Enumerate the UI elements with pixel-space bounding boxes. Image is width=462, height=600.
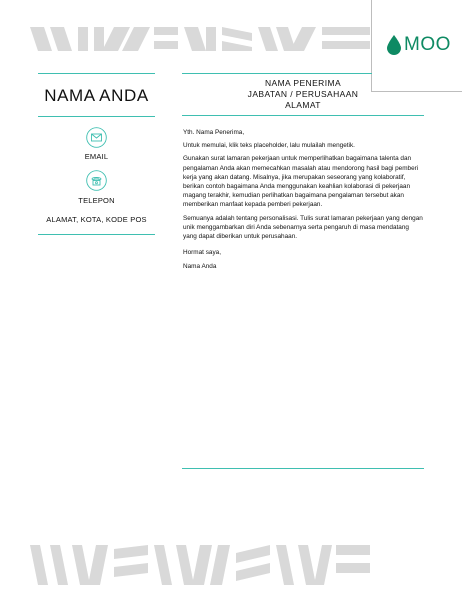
divider-right-bottom (182, 468, 424, 469)
phone-label[interactable]: TELEPON (78, 196, 115, 205)
letter-signature[interactable]: Nama Anda (183, 263, 217, 271)
recipient-name[interactable]: NAMA PENERIMA (264, 78, 342, 88)
drop-icon (387, 35, 401, 55)
divider-left-name (38, 116, 155, 117)
top-decorative-pattern (30, 27, 370, 51)
sender-address[interactable]: ALAMAT, KOTA, KODE POS (46, 215, 147, 224)
letter-paragraph-2[interactable]: Gunakan surat lamaran pekerjaan untuk memperlihatkan bagaimana talenta dan pengalaman Anda akan memecahkan masalah atau mendorong hasil bagi pemberi kerja yang akan datang. Misalnya, jika merupakan seseorang yang kolaboratif, berikan contoh bagaimana Anda menggunakan keahlian kolaborasi di pekerjaan magang terakhir, kemudian perlihatkan bagaimana pengalaman tersebut akan memberikan manfaat kepada pemberi pekerjaan. (183, 155, 419, 209)
divider-right-recipient (182, 115, 424, 116)
sender-name[interactable]: NAMA ANDA (44, 86, 149, 105)
divider-right-top (182, 73, 372, 74)
letter-paragraph-1[interactable]: Untuk memulai, klik teks placeholder, lalu mulailah mengetik. (183, 142, 355, 150)
letter-greeting[interactable]: Yth. Nama Penerima, (183, 129, 245, 136)
telephone-icon (86, 170, 107, 191)
divider-left-bottom (38, 234, 155, 235)
divider-left-top (38, 73, 155, 74)
letter-closing[interactable]: Hormat saya, (183, 249, 222, 257)
email-label[interactable]: EMAIL (84, 152, 109, 161)
recipient-title-company[interactable]: JABATAN / PERUSAHAAN (247, 89, 359, 99)
letter-body (183, 128, 423, 272)
recipient-address[interactable]: ALAMAT (285, 100, 321, 110)
letter-paragraph-3[interactable]: Semuanya adalah tentang personalisasi. Tulis surat lamaran pekerjaan yang dengan unik menggambarkan diri Anda sebenarnya serta pengaruh di masa mendatang yang dapat diberikan untuk perusahaan. (183, 214, 423, 241)
logo-text: MOO (404, 34, 451, 55)
envelope-icon (86, 127, 107, 148)
bottom-decorative-pattern (30, 545, 370, 585)
